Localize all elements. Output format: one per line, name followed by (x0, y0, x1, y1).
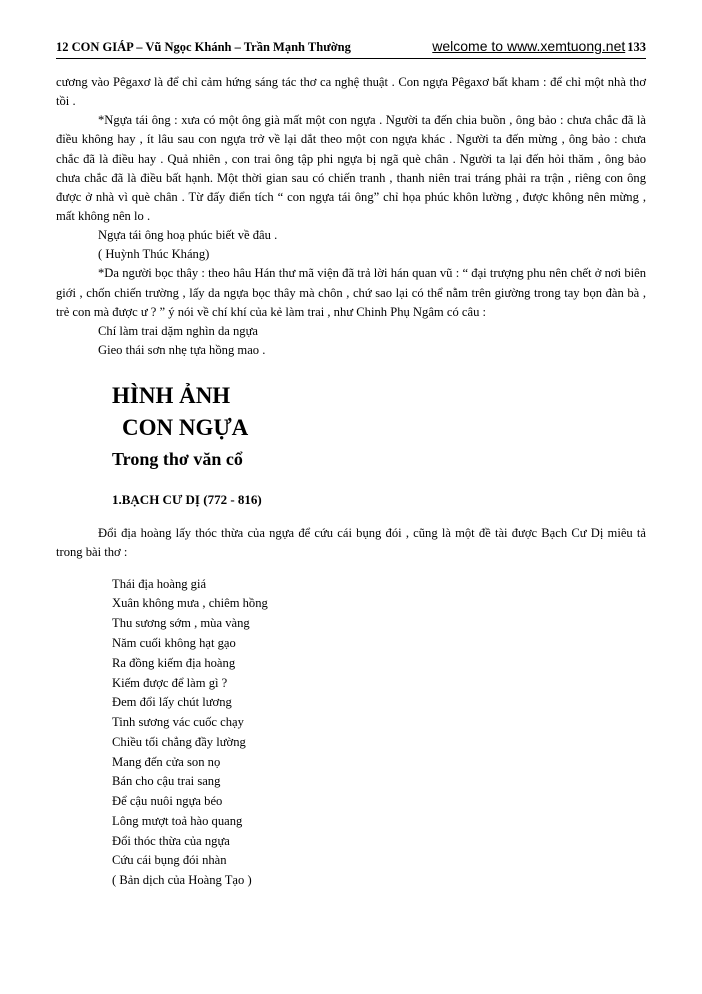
poem-line: Chiều tối chẳng đầy lường (112, 734, 246, 749)
poem-line: Ra đồng kiếm địa hoàng (112, 655, 236, 670)
header-right (432, 38, 646, 55)
paragraph-continuation: cương vào Pêgaxơ là để chỉ cảm hứng sáng tác thơ ca nghệ thuật . Con ngựa Pêgaxơ bất kham : để chỉ một nhà thơ tồi . (56, 75, 646, 109)
paragraph-da-nguoi-boc-thay: *Da người bọc thây : theo hâu Hán thư mã viện đã trả lời hán quan vũ : “ đại trượng phu nên chết ở nơi biên giới , chốn chiến trường , lấy da ngựa bọc thây mà chôn , chứ sao lại có thể nằm trên giường trong tay bọn đàn bà , trẻ con mà được ư ? ” ý nói về chí khí của kẻ làm trai , như Chinh Phụ Ngâm có câu : (56, 266, 646, 319)
section-intro-text: Đổi địa hoàng lấy thóc thừa của ngựa để cứu cái bụng đói , cũng là một đề tài được Bạch Cư Dị miêu tả trong bài thơ : (56, 525, 646, 559)
poem-line: Năm cuối không hạt gạo (112, 636, 236, 651)
poem-line: Bán cho cậu trai sang (112, 774, 221, 789)
poem-line: Cứu cái bụng đói nhàn (112, 853, 227, 868)
section-intro-paragraph (56, 524, 646, 562)
section-heading: 1.BẠCH CƯ DỊ (772 - 816) (112, 491, 262, 507)
poem-attribution: ( Bản dịch của Hoàng Tạo ) (112, 873, 252, 888)
page-number: 133 (627, 40, 646, 54)
poem-line: Đổi thóc thừa của ngựa (112, 833, 230, 848)
title-line-2: CON NGỰA (122, 414, 249, 440)
poem-line: Kiếm được để làm gì ? (112, 675, 228, 690)
paragraph-ngua-tai-ong: *Ngựa tái ông : xưa có một ông già mất một con ngựa . Người ta đến chia buồn , ông bảo : chưa chắc đã là điều không hay , ít lâu sau con ngựa trở về lại dắt theo một con ngựa khác . Người ta đến mừng , ông bảo : chưa chắc đã là điều hay . Quả nhiên , con trai ông tập phi ngựa bị ngã què chân . Người ta lại đến hỏi thăm , ông bảo chưa chắc đã là điều bất hạnh. Một thời gian sau có chiến tranh , thanh niên trai tráng phải ra trận , riêng con ông được ở nhà vì què chân . Từ đấy điển tích “ con ngựa tái ông” chỉ họa phúc khôn lường , được không nên mừng , mất không nên lo . (56, 113, 646, 223)
article-title-block (56, 382, 646, 472)
verse-line-2: Gieo thái sơn nhẹ tựa hồng mao . (98, 342, 266, 357)
page-header (56, 38, 646, 59)
header-book-title: 12 CON GIÁP – Vũ Ngọc Khánh – Trần Mạnh Thường (56, 40, 351, 54)
poem-block (56, 575, 646, 891)
quote-line-1: Ngựa tái ông hoạ phúc biết về đâu . (98, 228, 278, 243)
poem-line: Để cậu nuôi ngựa béo (112, 794, 223, 809)
poem-line: Thái địa hoàng giá (112, 576, 207, 591)
poem-line: Xuân không mưa , chiêm hồng (112, 596, 268, 611)
poem-line: Đem đổi lấy chút lương (112, 695, 232, 710)
website-link[interactable]: welcome to www.xemtuong.net (432, 38, 626, 54)
title-line-1: HÌNH ẢNH (112, 383, 231, 409)
poem-line: Mang đến cửa son nọ (112, 754, 221, 769)
quote-attribution-1: ( Huỳnh Thúc Kháng) (98, 247, 210, 262)
poem-line: Thu sương sớm , mùa vàng (112, 616, 250, 631)
body-text (56, 73, 646, 360)
poem-line: Lông mượt toả hào quang (112, 813, 243, 828)
title-subtitle: Trong thơ văn cổ (112, 449, 243, 470)
verse-line-1: Chí làm trai dặm nghìn da ngựa (98, 323, 259, 338)
poem-line: Tinh sương vác cuốc chạy (112, 715, 244, 730)
